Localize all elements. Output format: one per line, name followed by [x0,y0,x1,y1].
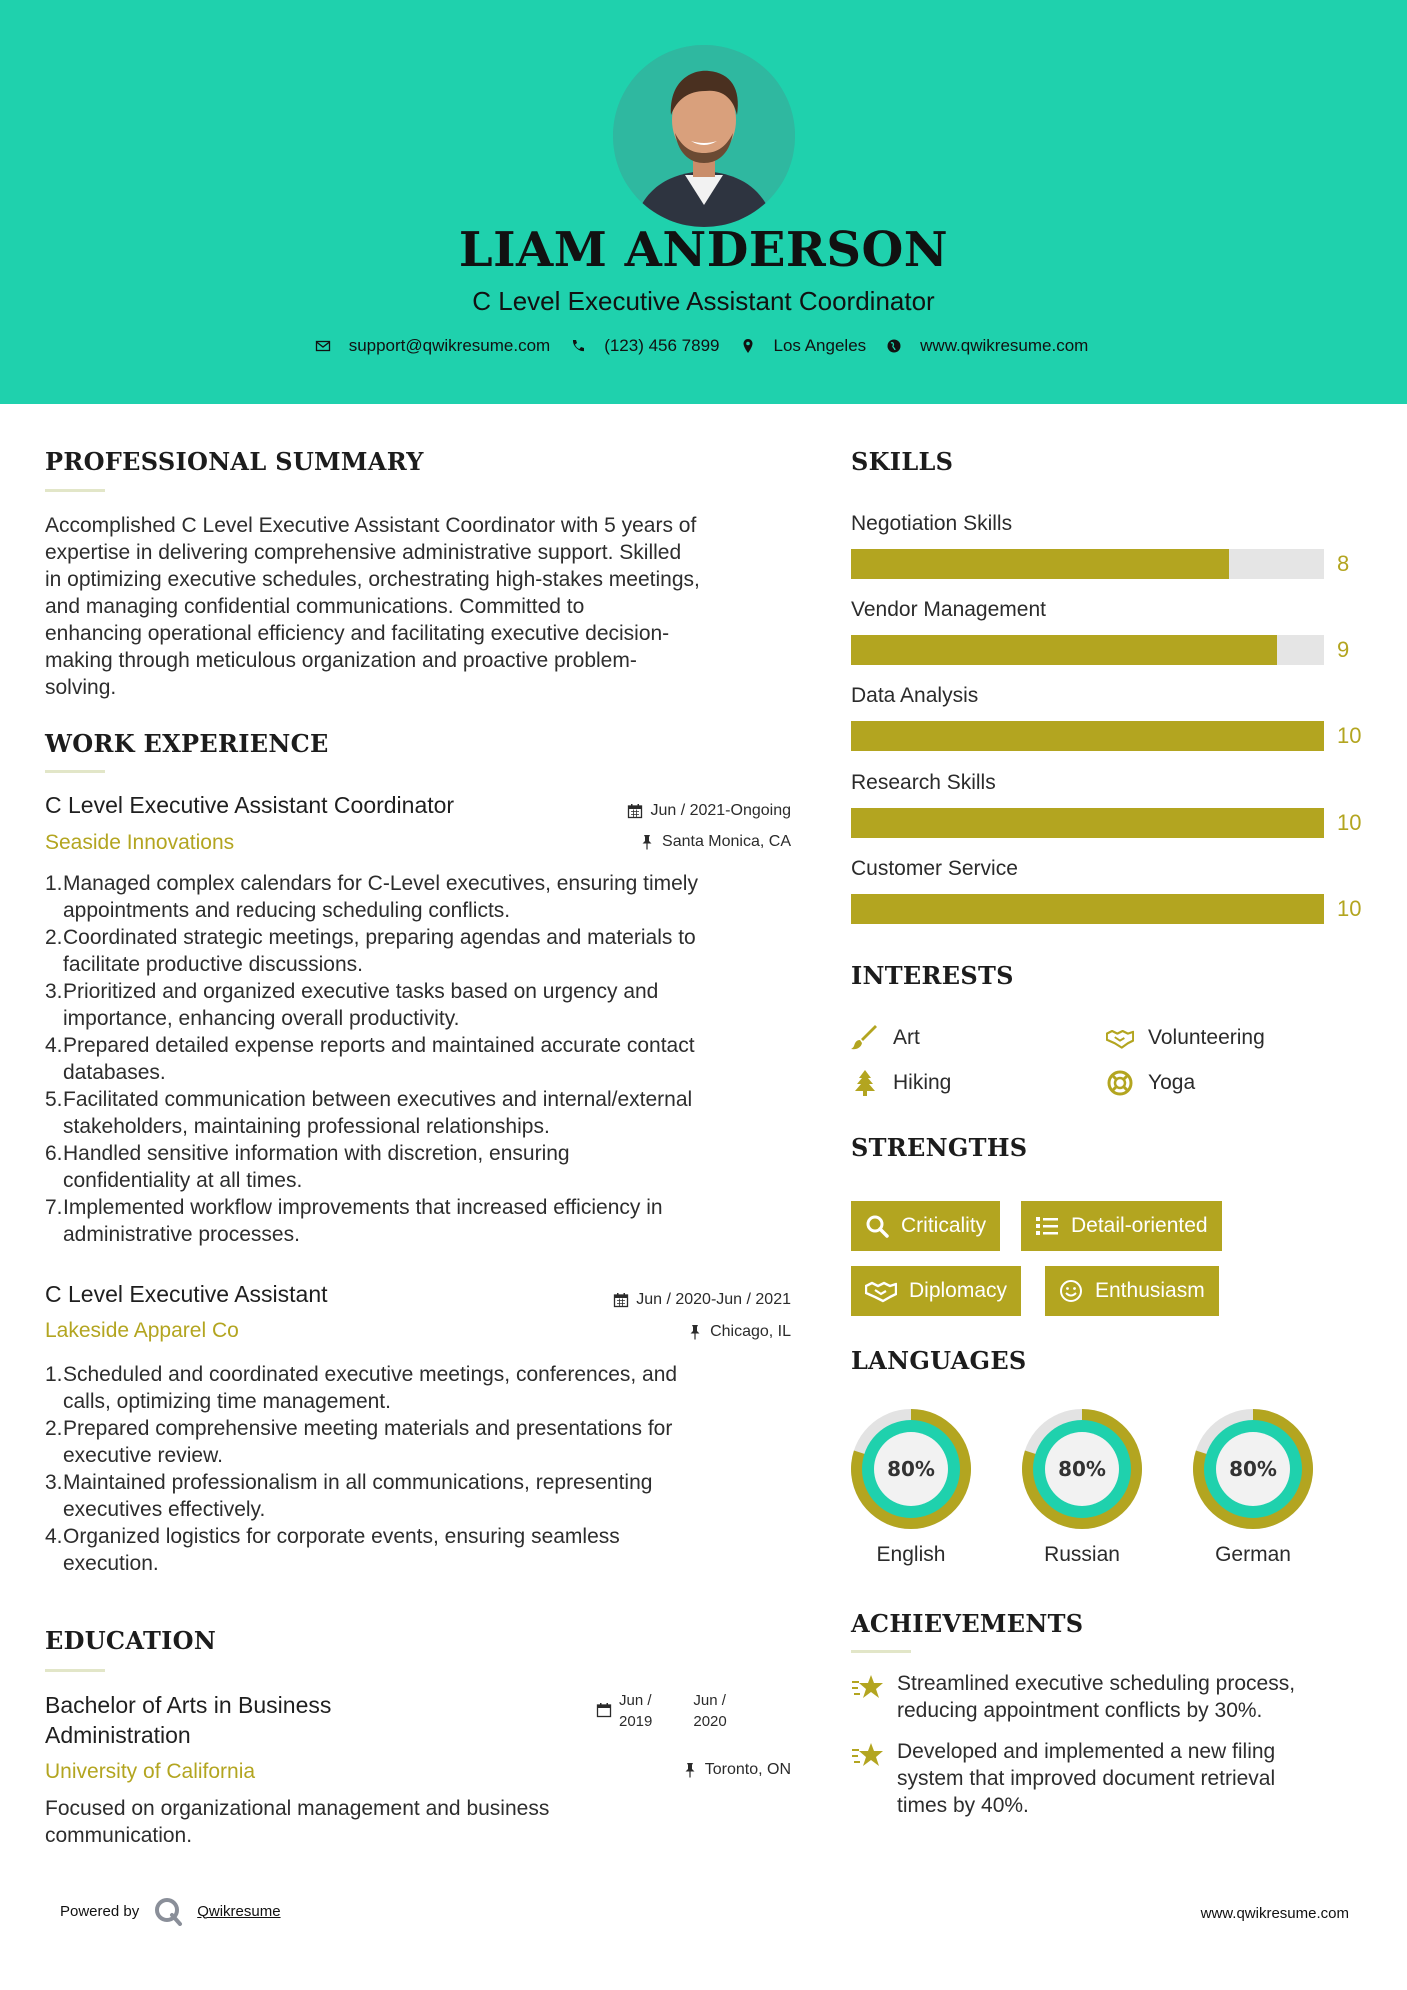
list-number: 4. [45,1525,63,1548]
duty-line: Facilitated communication between executives and internal/external [63,1088,693,1111]
language-ring [851,1409,971,1529]
skill-bar-fill [851,894,1324,924]
education-end [693,1690,726,1732]
language-item [1022,1409,1142,1567]
achievement-item [851,1670,1361,1724]
education-underline [45,1669,105,1672]
phone-text: (123) 456 7899 [604,336,720,355]
handshake-icon [1106,1025,1134,1051]
languages-heading: LANGUAGES [851,1346,1027,1375]
date-part: Jun / [693,1692,726,1709]
language-name: Russian [1044,1543,1120,1566]
person-portrait-icon [613,45,795,227]
duty-line: Handled sensitive information with discretion, ensuring [63,1142,570,1165]
language-name: English [876,1543,946,1566]
job-date-text: Jun / 2021-Ongoing [650,802,791,819]
list-icon [1035,1214,1059,1238]
strengths-heading: STRENGTHS [851,1133,1028,1162]
duty-line: appointments and reducing scheduling conflicts. [63,899,511,922]
skill-label: Negotiation Skills [851,512,1013,535]
list-item [45,1469,797,1523]
calendar-icon [627,803,643,819]
skill-bar [851,894,1324,924]
summary-line: solving. [45,676,117,699]
skill-label: Data Analysis [851,684,979,707]
duty-line: administrative processes. [63,1223,300,1246]
interest-label: Art [893,1026,920,1049]
footer-powered-by [60,1896,281,1926]
summary-line: enhancing operational efficiency and facilitating executive decision- [45,622,670,645]
date-part: Jun / [619,1692,652,1709]
skill-bar-fill [851,549,1229,579]
summary-line: Accomplished C Level Executive Assistant Coordinator with 5 years of [45,514,697,537]
list-number: 6. [45,1142,63,1165]
achievement-item [851,1738,1361,1819]
job-date [613,1291,791,1309]
duty-line: Managed complex calendars for C-Level executives, ensuring timely [63,872,698,895]
list-number: 1. [45,1363,63,1386]
summary-line: and managing confidential communications. Committed to [45,595,585,618]
pushpin-icon [682,1762,698,1778]
list-item [45,1523,797,1577]
achievement-line: times by 40%. [897,1794,1029,1817]
interest-label: Yoga [1148,1071,1196,1094]
strength-tag [1021,1201,1222,1251]
list-item [45,1361,797,1415]
strength-label: Diplomacy [909,1279,1008,1302]
description-line: Focused on organizational management and business [45,1797,550,1820]
list-item [45,1415,797,1469]
language-percent: 80% [1058,1457,1106,1481]
duty-line: calls, optimizing time management. [63,1390,391,1413]
education-location-text: Toronto, ON [704,1761,791,1778]
list-number: 2. [45,926,63,949]
achievement-line: reducing appointment conflicts by 30%. [897,1699,1263,1722]
duty-line: Prepared detailed expense reports and maintained accurate contact [63,1034,695,1057]
skill-bar [851,635,1324,665]
candidate-name: LIAM ANDERSON [458,222,949,278]
strength-tag [851,1201,1000,1251]
description-line: communication. [45,1824,193,1847]
strength-label: Criticality [901,1214,987,1237]
experience-heading: WORK EXPERIENCE [45,729,329,758]
achievements-underline [851,1650,911,1653]
skill-value: 9 [1337,637,1350,662]
location-text: Los Angeles [773,336,867,355]
skill-value: 8 [1337,551,1350,576]
contact-email[interactable] [315,336,551,356]
interest-item [851,1025,920,1051]
pushpin-icon [639,834,655,850]
duty-line: facilitate productive discussions. [63,953,363,976]
interest-item [1106,1025,1265,1051]
summary-line: in optimizing executive schedules, orchestrating high-stakes meetings, [45,568,700,591]
duty-line: confidentiality at all times. [63,1169,303,1192]
school-name: University of California [45,1760,256,1783]
job-title: C Level Executive Assistant Coordinator [45,792,455,818]
email-text: support@qwikresume.com [348,336,551,355]
date-part: 2020 [693,1713,727,1730]
job-title: C Level Executive Assistant [45,1281,328,1307]
interest-label: Hiking [893,1071,952,1094]
job-date-text: Jun / 2020-Jun / 2021 [636,1291,791,1308]
skill-bar [851,808,1324,838]
pushpin-icon [687,1324,703,1340]
skill-value: 10 [1337,810,1362,835]
job-duties-list [45,870,797,1248]
star-award-icon [851,1672,885,1702]
list-number: 3. [45,1471,63,1494]
list-item [45,924,797,978]
job-location-text: Chicago, IL [710,1323,791,1340]
language-item [851,1409,971,1567]
search-icon [865,1214,889,1238]
star-award-icon [851,1740,885,1770]
duty-line: executives effectively. [63,1498,266,1521]
summary-line: making through meticulous organization and proactive problem- [45,649,637,672]
strength-tag [851,1266,1021,1316]
phone-icon [570,338,586,354]
powered-by-text: Powered by [60,1902,140,1920]
duty-line: importance, enhancing overall productivity. [63,1007,460,1030]
achievement-text [897,1738,1275,1819]
interests-heading: INTERESTS [851,961,1014,990]
job-location-text: Santa Monica, CA [662,833,791,850]
degree-line: Administration [45,1722,191,1748]
website-text: www.qwikresume.com [920,336,1089,355]
handshake-icon [865,1279,897,1303]
smile-icon [1059,1279,1083,1303]
skill-label: Research Skills [851,771,996,794]
skill-value: 10 [1337,723,1362,748]
list-number: 7. [45,1196,63,1219]
skill-bar [851,549,1324,579]
skill-bar [851,721,1324,751]
globe-icon [886,338,902,354]
duty-line: executive review. [63,1444,223,1467]
paintbrush-icon [851,1025,879,1051]
strength-label: Detail-oriented [1071,1214,1208,1237]
list-number: 5. [45,1088,63,1111]
envelope-icon [315,338,331,354]
job-location [687,1323,791,1341]
achievement-line: system that improved document retrieval [897,1767,1276,1790]
strength-tag [1045,1266,1219,1316]
job-location [639,833,791,851]
list-item [45,978,797,1032]
language-percent: 80% [887,1457,935,1481]
language-ring [1193,1409,1313,1529]
tree-icon [851,1070,879,1096]
list-number: 1. [45,872,63,895]
skill-bar-fill [851,808,1324,838]
calendar-icon [596,1702,612,1718]
summary-text [45,512,797,701]
education-start [619,1690,652,1732]
list-item [45,1032,797,1086]
education-date [596,1690,727,1732]
degree-line: Bachelor of Arts in Business [45,1692,332,1718]
duty-line: Scheduled and coordinated executive meetings, conferences, and [63,1363,678,1386]
achievement-line: Developed and implemented a new filing [897,1740,1276,1763]
header-banner [0,0,1407,404]
language-item [1193,1409,1313,1567]
job-company: Seaside Innovations [45,831,235,854]
skill-label: Vendor Management [851,598,1046,621]
duty-line: Implemented workflow improvements that increased efficiency in [63,1196,663,1219]
summary-heading: PROFESSIONAL SUMMARY [45,447,424,476]
interest-item [851,1070,951,1096]
qwikresume-logo-icon [153,1896,183,1926]
interest-item [1106,1070,1195,1096]
list-number: 4. [45,1034,63,1057]
achievement-text [897,1670,1295,1724]
skills-heading: SKILLS [851,447,954,476]
candidate-title: C Level Executive Assistant Coordinator [472,286,935,316]
list-number: 3. [45,980,63,1003]
summary-underline [45,489,105,492]
strength-label: Enthusiasm [1095,1279,1205,1302]
duty-line: Prepared comprehensive meeting materials and presentations for [63,1417,673,1440]
map-pin-icon [740,338,756,354]
qwikresume-link[interactable]: Qwikresume [197,1902,281,1920]
list-item [45,1194,797,1248]
list-item [45,870,797,924]
profile-photo [613,45,795,227]
duty-line: Prioritized and organized executive tasks based on urgency and [63,980,659,1003]
contact-location [740,336,867,356]
degree-title [45,1690,331,1750]
education-heading: EDUCATION [45,1626,217,1655]
skill-label: Customer Service [851,857,1018,880]
duty-line: Maintained professionalism in all communications, representing [63,1471,653,1494]
job-duties-list [45,1361,797,1577]
footer-website[interactable]: www.qwikresume.com [1200,1905,1349,1922]
duty-line: execution. [63,1552,159,1575]
contact-phone[interactable] [570,336,719,356]
interest-label: Volunteering [1148,1026,1265,1049]
calendar-icon [613,1292,629,1308]
duty-line: Organized logistics for corporate events, ensuring seamless [63,1525,620,1548]
contact-website[interactable] [886,336,1088,356]
duty-line: databases. [63,1061,166,1084]
job-company: Lakeside Apparel Co [45,1319,239,1342]
achievements-heading: ACHIEVEMENTS [851,1609,1084,1638]
skill-bar-fill [851,721,1324,751]
language-percent: 80% [1229,1457,1277,1481]
education-description [45,1795,797,1849]
education-location [682,1761,791,1779]
list-item [45,1086,797,1140]
list-item [45,1140,797,1194]
language-name: German [1215,1543,1291,1566]
duty-line: stakeholders, maintaining professional relationships. [63,1115,550,1138]
skill-bar-fill [851,635,1277,665]
skill-value: 10 [1337,896,1362,921]
lifebuoy-icon [1106,1070,1134,1096]
list-number: 2. [45,1417,63,1440]
contact-bar [0,336,1407,356]
experience-underline [45,770,105,773]
date-part: 2019 [619,1713,653,1730]
achievement-line: Streamlined executive scheduling process, [897,1672,1296,1695]
language-ring [1022,1409,1142,1529]
job-date [627,802,791,820]
duty-line: Coordinated strategic meetings, preparing agendas and materials to [63,926,696,949]
summary-line: expertise in delivering comprehensive administrative support. Skilled [45,541,682,564]
